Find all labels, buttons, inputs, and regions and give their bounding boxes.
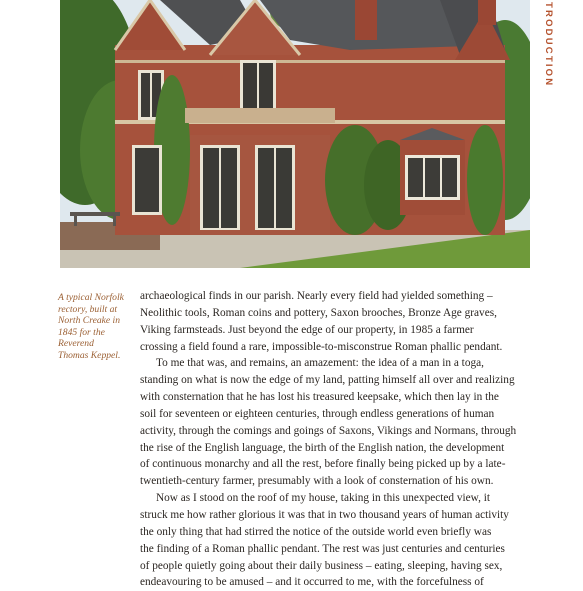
body-line: To me that was, and remains, an amazement: the idea of a man in a toga, — [156, 357, 484, 370]
body-line: crossing a field found a rare, impossible-to-misconstrue Roman phallic pendant. — [140, 340, 503, 353]
caption-line: 1845 for the — [58, 326, 105, 338]
rectory-photo — [60, 0, 530, 268]
caption-line: North Creake in — [58, 315, 120, 327]
body-line: the rise of the English language, the birth of the English nation, the development — [140, 441, 505, 454]
body-line: the finding of a Roman phallic pendant. The rest was just centuries and centuries — [140, 542, 505, 555]
body-line: of people quietly going about their daily business – eating, sleeping, having sex, — [140, 559, 503, 572]
photo-caption — [58, 292, 136, 362]
caption-line: A typical Norfolk — [58, 292, 124, 303]
body-line: with consternation that he has lost his treasured keepsake, which then lay in the — [140, 391, 499, 404]
body-line: Now as I stood on the roof of my house, taking in this unexpected view, it — [156, 492, 491, 505]
body-line: of continuous monarchy and all the rest, before finally being picked up by a late- — [140, 458, 506, 471]
caption-line: Reverend — [58, 338, 94, 350]
body-line: standing on what is now the edge of my land, patting himself all over and realizing — [140, 374, 515, 387]
body-line: struck me how rather glorious it was that in two thousand years of human activity — [140, 508, 509, 521]
body-text — [140, 288, 530, 591]
caption-line: rectory, built at — [58, 303, 118, 315]
body-line: Neolithic tools, Roman coins and pottery, Saxon brooches, Bronze Age graves, — [140, 306, 497, 319]
caption-line: Thomas Keppel. — [58, 349, 121, 361]
body-line: the only thing that had stirred the notice of the outside world even briefly was — [140, 525, 492, 538]
section-tab-label: TRODUCTION — [543, 2, 554, 88]
section-tab — [540, 0, 570, 100]
body-line: soil for seventeen or eighteen centuries, through endless generations of human — [140, 407, 495, 420]
body-line: Viking farmsteads. Just beyond the edge of our property, in 1985 a farmer — [140, 323, 474, 336]
body-line: archaeological finds in our parish. Nearly every field had yielded something – — [140, 290, 493, 302]
body-line: activity, through the comings and goings of Saxons, Vikings and Normans, through — [140, 424, 517, 437]
body-line: twentieth-century farmer, presumably with a look of consternation of his own. — [140, 475, 494, 488]
body-line: endeavouring to be amused – and it occurred to me, with the forcefulness of — [140, 576, 484, 589]
